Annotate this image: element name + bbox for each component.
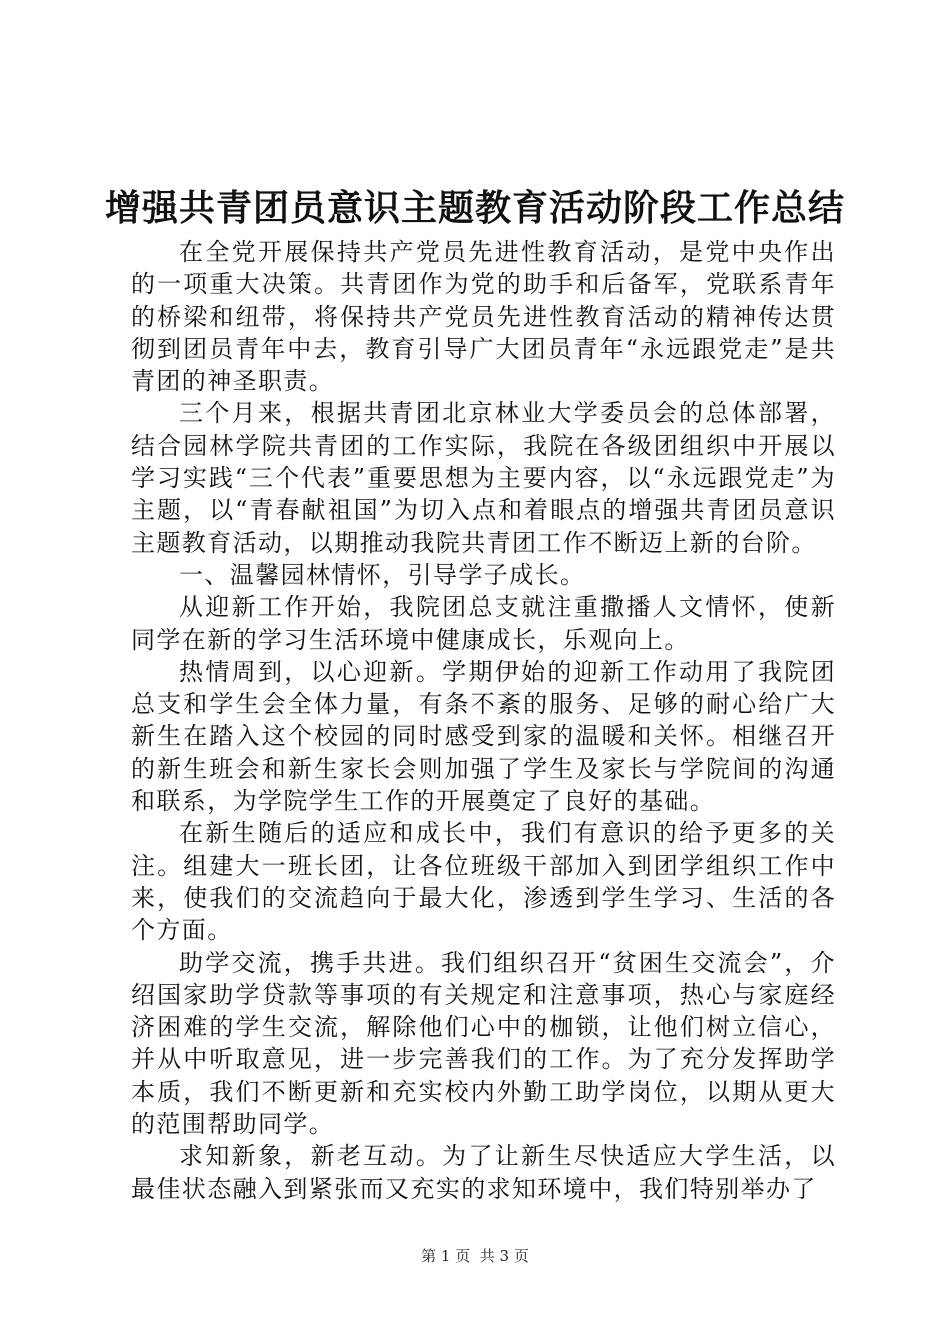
paragraph-3: 从迎新工作开始，我院团总支就注重撒播人文情怀，使新同学在新的学习生活环境中健康成长，乐观向上。 [131,593,836,654]
document-body [131,236,836,1205]
paragraph-6: 助学交流，携手共进。我们组织召开“贫困生交流会”，介绍国家助学贷款等事项的有关规定和注意事项，热心与家庭经济困难的学生交流，解除他们心中的枷锁，让他们树立信心，并从中听取意见，进一步完善我们的工作。为了充分发挥助学本质，我们不断更新和充实校内外勤工助学岗位，以期从更大的范围帮助同学。 [131,948,836,1139]
paragraph-7: 求知新象，新老互动。为了让新生尽快适应大学生活，以最佳状态融入到紧张而又充实的求知环境中，我们特别举办了 [131,1142,836,1203]
page-number-footer: 第 1 页 共 3 页 [421,1247,529,1265]
paragraph-2: 三个月来，根据共青团北京林业大学委员会的总体部署，结合园林学院共青团的工作实际，我院在各级团组织中开展以学习实践“三个代表”重要思想为主要内容，以“永远跟党走”为主题，以“青春献祖国”为切入点和着眼点的增强共青团员意识主题教育活动，以期推动我院共青团工作不断迈上新的台阶。 [131,399,836,557]
paragraph-5: 在新生随后的适应和成长中，我们有意识的给予更多的关注。组建大一班长团，让各位班级干部加入到团学组织工作中来，使我们的交流趋向于最大化，渗透到学生学习、生活的各个方面。 [131,819,836,945]
paragraph-4: 热情周到，以心迎新。学期伊始的迎新工作动用了我院团总支和学生会全体力量，有条不紊的服务、足够的耐心给广大新生在踏入这个校园的同时感受到家的温暖和关怀。相继召开的新生班会和新生家长会则加强了学生及家长与学院间的沟通和联系，为学院学生工作的开展奠定了良好的基础。 [131,657,836,816]
paragraph-1: 在全党开展保持共产党员先进性教育活动，是党中央作出的一项重大决策。共青团作为党的助手和后备军，党联系青年的桥梁和纽带，将保持共产党员先进性教育活动的精神传达贯彻到团员青年中去，教育引导广大团员青年“永远跟党走”是共青团的神圣职责。 [131,238,836,396]
document-title: 增强共青团员意识主题教育活动阶段工作总结 [104,187,845,229]
section-heading-1: 一、温馨园林情怀，引导学子成长。 [179,560,586,589]
